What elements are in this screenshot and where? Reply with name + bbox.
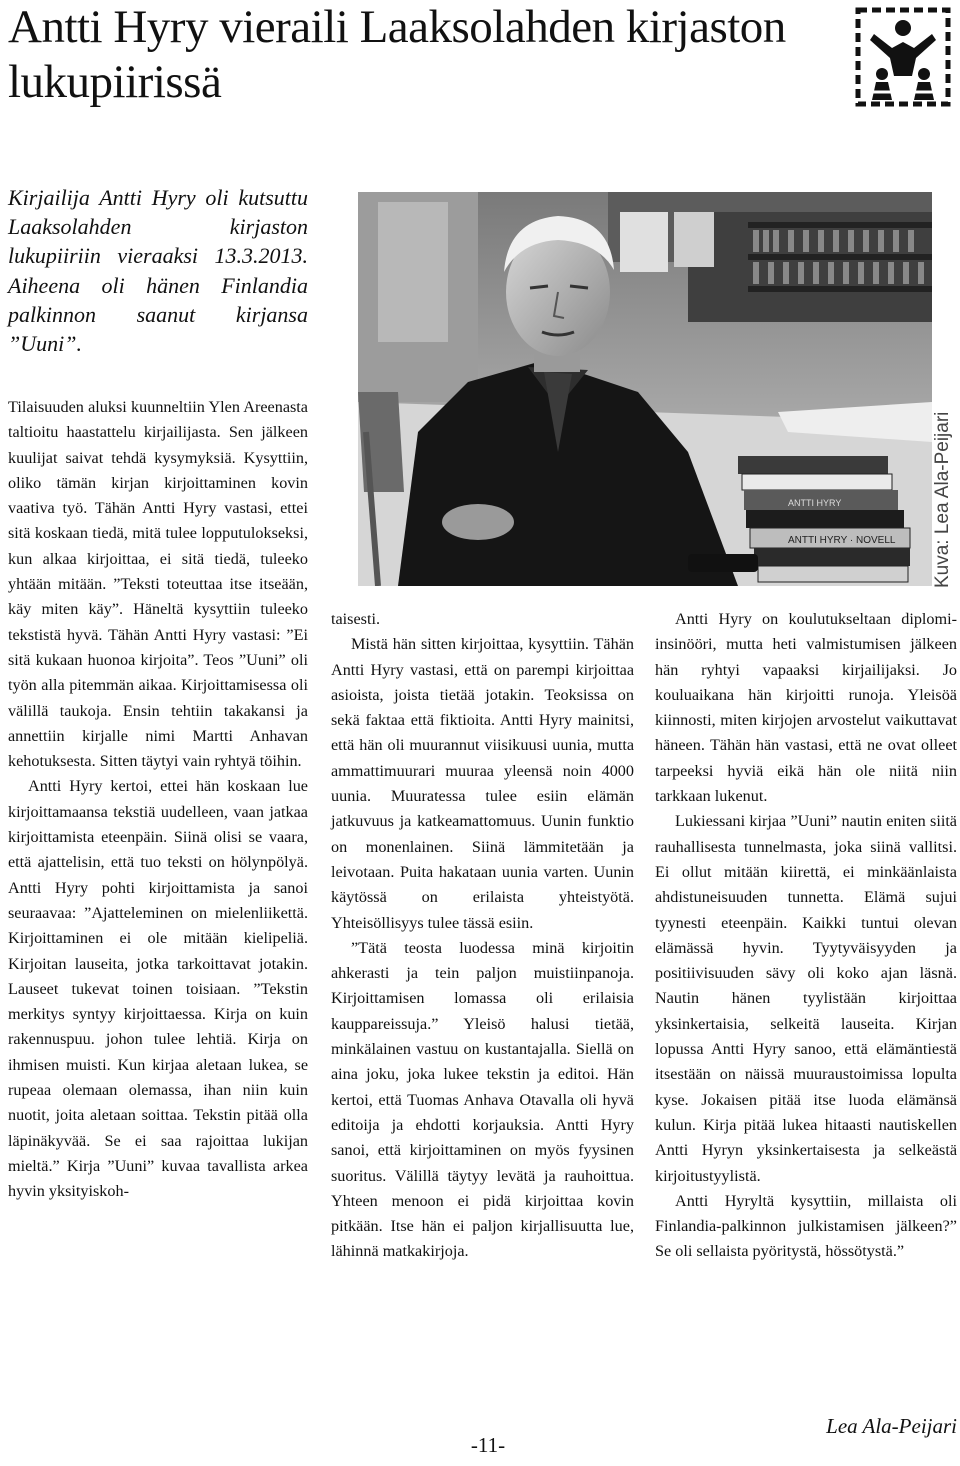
- paragraph: Lukiessani kirjaa ”Uuni” nautin eniten siitä rauhallisesta tunnelmasta, joka siinä vallitsi. Ei ollut mitään kiirettä, ei minkäänlaista ahdistuneisuuden tunnetta. Elämä sujui tyynesti eteenpäin. Kaikki tuntui olevan elämässä hyvin. Tyytyväisyyden ja positiivisuuden sävy oli koko ajan läsnä. Nautin hänen tyylistään kirjoittaa yksinkertaisia, selkeitä lauseita. Kirjan lopussa Antti Hyry sanoo, että elämäntiestä itsestään on näissä muuraustoimissa lopulta kyse. Jokaisen pitää itse luoda elämänsä kulun. Kirja pitää lukea hitaasti nautiskellen Antti Hyryn yksinkertaisesta ja selkeästä kirjoitustyylistä.: [655, 812, 957, 1185]
- column-1: [8, 395, 308, 1205]
- article-photo: [358, 192, 932, 586]
- article-title: Antti Hyry vieraili Laaksolahden kirjaston lukupiirissä: [8, 1, 786, 108]
- book-spine-text: ANTTI HYRY · NOVELL: [788, 535, 896, 546]
- lead-paragraph: Kirjailija Antti Hyry oli kutsuttu Laaksolahden kirjaston lukupiiriin vieraaksi 13.3.2013. Aiheena oli hänen Finlandia palkinnon saanut kirjansa ”Uuni”.: [8, 185, 308, 357]
- photo-credit: Kuva: Lea Ala-Peijari: [932, 411, 953, 588]
- page-number: -11-: [470, 1433, 506, 1457]
- paragraph: Tilaisuuden aluksi kuunneltiin Ylen Areenasta taltioitu haastattelu kirjailijasta. Sen jälkeen kuulijat saivat tehdä kysymyksiä. Kysyttiin, oliko tämän kirjan kirjoittaminen kovin vaativa työ. Tähän Antti Hyry vastasi, ettei sitä koskaan tiedä, mitä tulee lopputulokseksi, kun alkaa kirjoittaa, ei sitä tiedä, tuleeko yhtään mitään. ”Teksti toteuttaa itse itseään, käy miten käy”. Häneltä kysyttiin tuleeko tekstistä hyvä. Tähän Antti Hyry vastasi: ”Ei sitä kukaan huonoa kirjoita”. Teos ”Uuni” oli työn alla pitemmän aikaa. Kirjoittamisessa oli välillä taukoja. Ensin tehtiin takakansi ja annettiin kirjalle nimi Martti Anhavan kehotuksesta. Sitten täytyi vain ryhtyä töihin.: [8, 398, 308, 771]
- paragraph: Antti Hyry kertoi, ettei hän koskaan lue kirjoittamaansa tekstiä uudelleen, vaan jatkaa kirjoittamista eteenpäin. Siinä olisi se vaara, että ajattelisin, että tuo teksti on hölynpölyä. Antti Hyry pohti kirjoittamista ja sanoi seuraavaa: ”Ajatteleminen on mielenliikettä. Kirjoittaminen ei ole mitään kielipeliä. Kirjoitan lauseita, jotka tarkoittavat jotakin. Lauseet tukevat toinen toisiaan. ”Tekstin merkitys syntyy kirjoittaessa. Kirja on kuin rakennuspuu. johon tulee lehtiä. Kirja on ihmisen muisti. Kun kirjaa aletaan lukea, se rupeaa olemaan olemassa, ihan niin kuin nuotit, joita aletaan soittaa. Tekstin pitää olla läpinäkyvää. Se ei saa rajoittaa lukijan mieltä.” Kirja ”Uuni” kuvaa tavallista arkea hyvin yksityiskoh-: [8, 777, 308, 1201]
- column-2: [331, 607, 634, 1265]
- paragraph: Antti Hyryltä kysyttiin, millaista oli Finlandia-palkinnon julkistamisen jälkeen?” Se oli sellaista pyöritystä, hössötystä.”: [655, 1191, 957, 1261]
- library-logo: [852, 4, 954, 116]
- paragraph: Antti Hyry on koulutukseltaan diplomi-insinööri, mutta heti valmistumisen jälkeen hän ryhtyi vapaaksi kirjailijaksi. Jo kouluaikana hän kirjoitti runoja. Yleisöä kiinnosti, miten kirjojen arvostelut vaikuttavat häneen. Tähän hän vastasi, että ne ovat olleet tarpeeksi hyviä eikä hän ole niitä niin tarkkaan lukenut.: [655, 610, 957, 806]
- author-signature: Lea Ala-Peijari: [826, 1414, 957, 1438]
- book-spine-text: ANTTI HYRY: [788, 498, 842, 508]
- column-3: [655, 607, 957, 1265]
- paragraph: ”Tätä teosta luodessa minä kirjoitin ahkerasti ja tein paljon muistiinpanoja. Kirjoittamisen lomassa oli erilaisia kauppareissuja.” Yleisö halusi tietää, minkälainen vastuu on kustantajalla. Siellä on aina joku, joka lukee tekstin ja editoi. Hän kertoi, että Tuomas Anhava Otavalla oli hyvä editoija ja ehdotti korjauksia. Antti Hyry sanoi, että kirjoittaminen on myös fyysinen suoritus. Välillä täytyy levätä ja rauhoittua. Yhteen menoon ei pidä kirjoittaa kovin pitkään. Itse hän ei paljon kirjallisuutta lue, lähinnä matkakirjoja.: [331, 938, 634, 1261]
- paragraph: taisesti.: [331, 610, 381, 628]
- paragraph: Mistä hän sitten kirjoittaa, kysyttiin. Tähän Antti Hyry vastasi, että on parempi kirjoittaa asioista, joista tietää jotakin. Teoksissa on sekä faktaa että fiktioita. Antti Hyry mainitsi, että hän oli muurannut viisikuusi uunia, mutta ammattimuurari muuraa yleensä noin 4000 uunia. Muuratessa tulee esiin elämän jatkuvuus ja katkeamattomuus. Uunin funktio on monenlainen. Siinä lämmitetään ja leivotaan. Puita hakataan uunia varten. Uunin käytössä on erilaista yhteistyötä. Yhteisöllisyys tulee tässä esiin.: [331, 635, 634, 932]
